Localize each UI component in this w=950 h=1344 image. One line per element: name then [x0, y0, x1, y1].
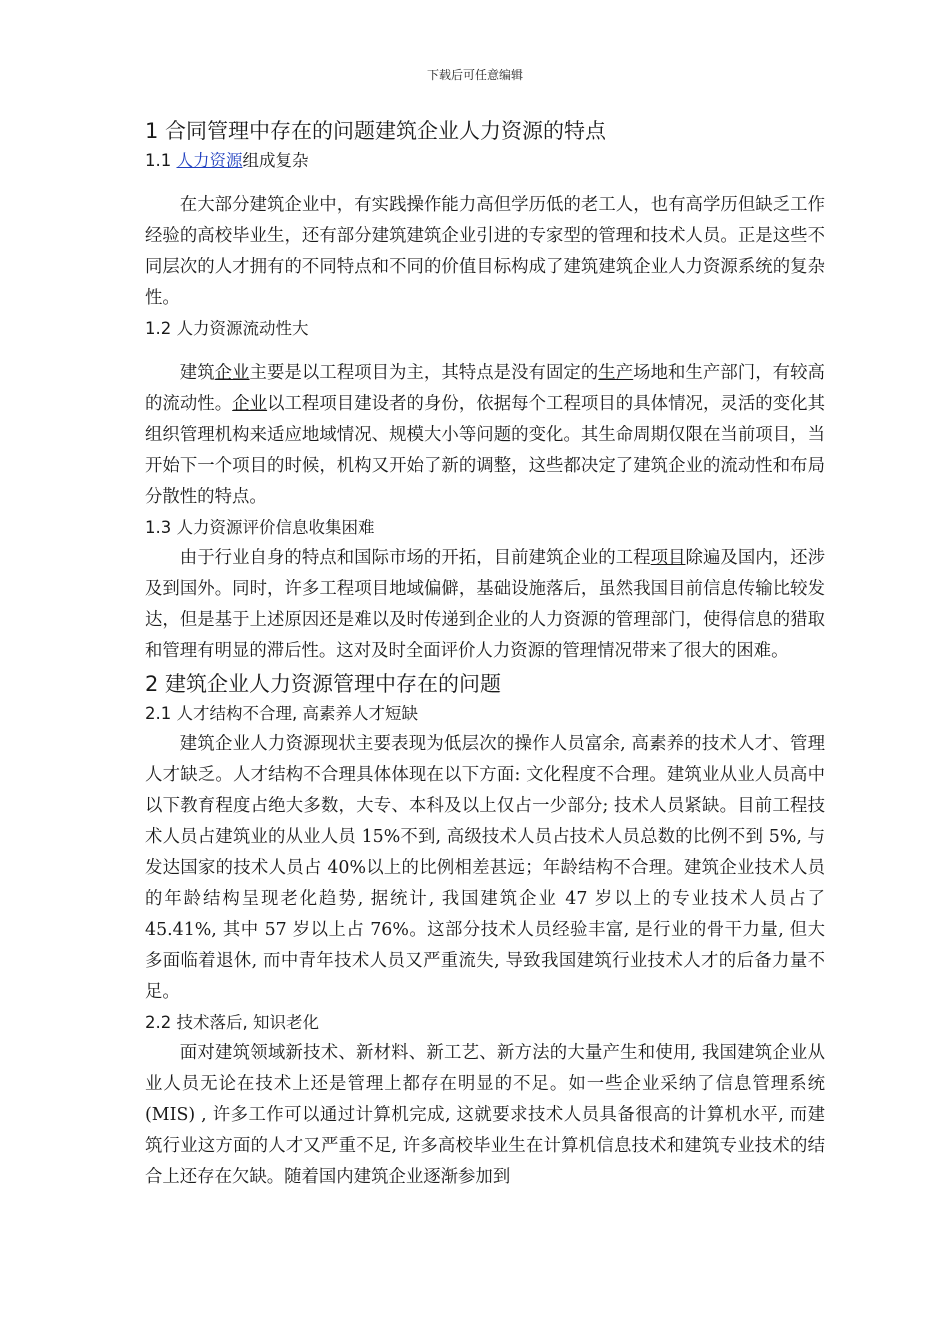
- text-run: 建筑: [179, 363, 215, 383]
- section-1-1-title-rest: 组成复杂: [242, 151, 309, 170]
- text-run: 除遍及国内，还涉及到国外。同时，许多工程项目地域偏僻，基础设施落后，虽然我国目前信息传输比较发达，但是基于上述原因还是难以及时传递到企业的人力资源的管理部门，使得信息的猎取和管理有明显的滞后性。这对及时全面评价人力资源的管理情况带来了很大的困难。: [145, 548, 825, 661]
- section-1-2-heading: 1.2 人力资源流动性大: [145, 319, 309, 338]
- section-2-1-paragraph: 建筑企业人力资源现状主要表现为低层次的操作人员富余, 高素养的技术人才、管理人才缺乏。人才结构不合理具体体现在以下方面: 文化程度不合理。建筑业从业人员高中以下教育程度占绝大多数，大专、本科及以上仅占一少部分; 技术人员紧缺。目前工程技术人员占建筑业的从业人员 15%不到, 高级技术人员占技术人员总数的比例不到 5%, 与发达国家的技术人员占 40%以上的比例相差甚远；年龄结构不合理。建筑企业技术人员的年龄结构呈现老化趋势, 据统计, 我国建筑企业 47 岁以上的专业技术人员占了 45.41%, 其中 57 岁以上占 76%。这部分技术人员经验丰富, 是行业的骨干力量, 但大多面临着退休, 而中青年技术人员又严重流失, 导致我国建筑行业技术人才的后备力量不足。: [145, 734, 825, 1002]
- section-2-1-heading: 2.1 人才结构不合理, 高素养人才短缺: [145, 704, 418, 723]
- underlined-term: 项目: [650, 548, 686, 568]
- section-1-heading: 1 合同管理中存在的问题建筑企业人力资源的特点: [145, 119, 607, 143]
- document-body: [145, 116, 825, 1193]
- section-1-1-number: 1.1: [145, 151, 177, 170]
- section-2-2-heading: 2.2 技术落后, 知识老化: [145, 1013, 319, 1032]
- hr-link[interactable]: 人力资源: [176, 151, 243, 170]
- section-2-heading: 2 建筑企业人力资源管理中存在的问题: [145, 672, 502, 696]
- underlined-term: 企业: [232, 394, 268, 414]
- section-1-3-paragraph: [145, 543, 825, 667]
- text-run: 以工程项目建设者的身份，依据每个工程项目的具体情况，灵活的变化其组织管理机构来适应地域情况、规模大小等问题的变化。其生命周期仅限在当前项目，当开始下一个项目的时候，机构又开始了新的调整，这些都决定了建筑企业的流动性和布局分散性的特点。: [145, 394, 825, 507]
- text-run: 场地和生产部门，有较高的流动性。: [145, 363, 825, 414]
- section-1-3-heading: 1.3 人力资源评价信息收集困难: [145, 518, 375, 537]
- section-1-1-heading: [145, 146, 825, 176]
- section-1-2-paragraph: [145, 358, 825, 513]
- text-run: 由于行业自身的特点和国际市场的开拓，目前建筑企业的工程: [179, 548, 651, 568]
- section-2-2-paragraph: 面对建筑领域新技术、新材料、新工艺、新方法的大量产生和使用, 我国建筑企业从业人员无论在技术上还是管理上都存在明显的不足。如一些企业采纳了信息管理系统(MIS) , 许多工作可以通过计算机完成, 这就要求技术人员具备很高的计算机水平, 而建筑行业这方面的人才又严重不足, 许多高校毕业生在计算机信息技术和建筑专业技术的结合上还存在欠缺。随着国内建筑企业逐渐参加到: [145, 1043, 825, 1187]
- underlined-term: 生产: [598, 363, 634, 383]
- page-header: 下载后可任意编辑: [426, 68, 523, 82]
- text-run: 主要是以工程项目为主，其特点是没有固定的: [249, 363, 599, 383]
- underlined-term: 企业: [214, 363, 250, 383]
- section-1-1-paragraph: 在大部分建筑企业中，有实践操作能力高但学历低的老工人，也有高学历但缺乏工作经验的高校毕业生，还有部分建筑建筑企业引进的专家型的管理和技术人员。正是这些不同层次的人才拥有的不同特点和不同的价值目标构成了建筑建筑企业人力资源系统的复杂性。: [145, 195, 825, 308]
